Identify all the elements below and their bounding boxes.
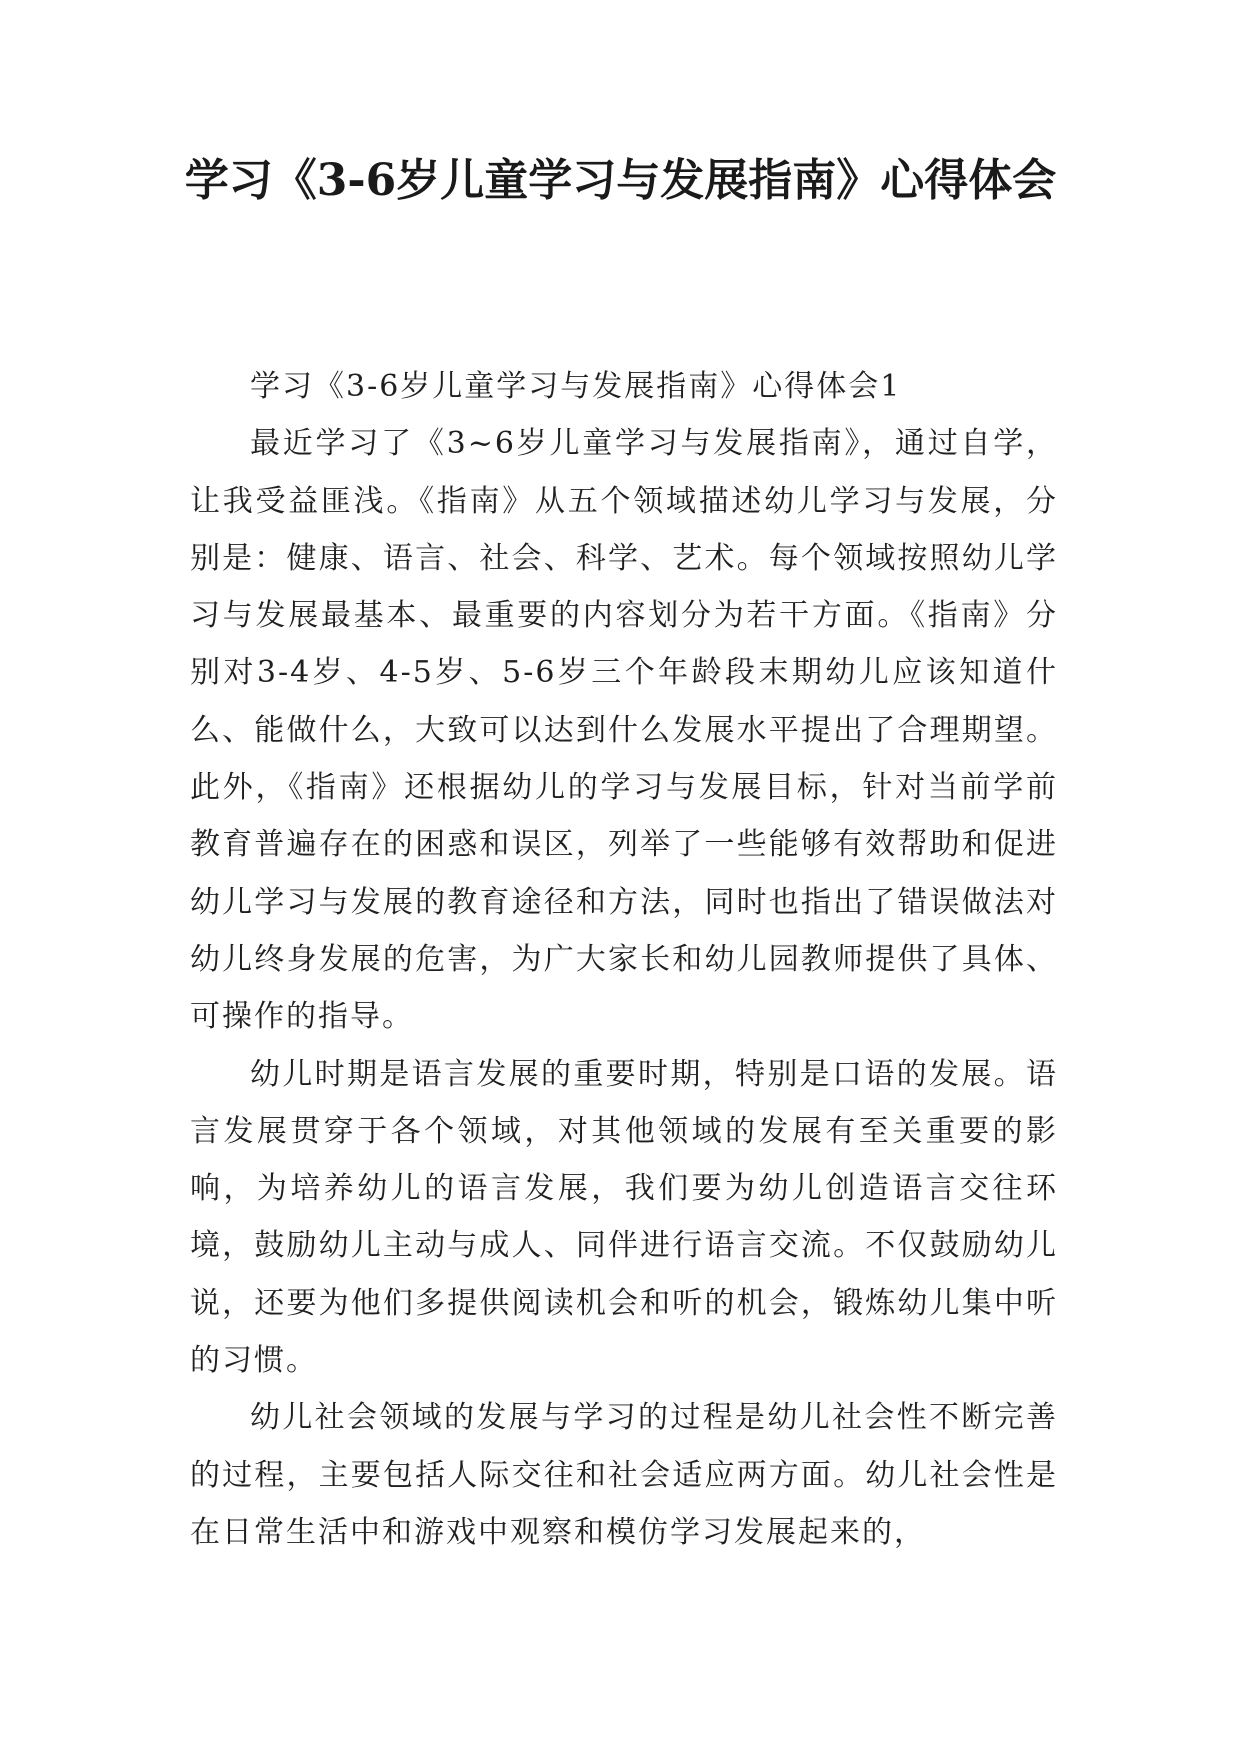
paragraph-heading: 学习《3-6岁儿童学习与发展指南》心得体会1 <box>250 369 902 404</box>
document-body <box>190 358 1058 1561</box>
paragraph: 幼儿社会领域的发展与学习的过程是幼儿社会性不断完善的过程，主要包括人际交往和社会适应两方面。幼儿社会性是在日常生活中和游戏中观察和模仿学习发展起来的， <box>190 1400 1058 1550</box>
document-title: 学习《3-6岁儿童学习与发展指南》心得体会 <box>184 155 1057 206</box>
paragraph: 最近学习了《3~6岁儿童学习与发展指南》，通过自学，让我受益匪浅。《指南》从五个领域描述幼儿学习与发展，分别是：健康、语言、社会、科学、艺术。每个领域按照幼儿学习与发展最基本、最重要的内容划分为若干方面。《指南》分别对3-4岁、4-5岁、5-6岁三个年龄段末期幼儿应该知道什么、能做什么，大致可以达到什么发展水平提出了合理期望。此外，《指南》还根据幼儿的学习与发展目标，针对当前学前教育普遍存在的困惑和误区，列举了一些能够有效帮助和促进幼儿学习与发展的教育途径和方法，同时也指出了错误做法对幼儿终身发展的危害，为广大家长和幼儿园教师提供了具体、可操作的指导。 <box>190 426 1058 1035</box>
paragraph: 幼儿时期是语言发展的重要时期，特别是口语的发展。语言发展贯穿于各个领域，对其他领域的发展有至关重要的影响，为培养幼儿的语言发展，我们要为幼儿创造语言交往环境，鼓励幼儿主动与成人、同伴进行语言交流。不仅鼓励幼儿说，还要为他们多提供阅读机会和听的机会，锻炼幼儿集中听的习惯。 <box>190 1056 1058 1379</box>
